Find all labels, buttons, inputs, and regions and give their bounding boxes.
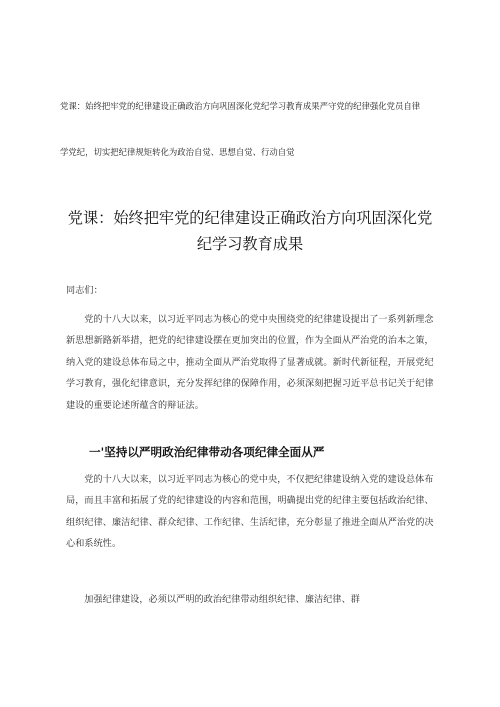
paragraph-2: 党的十八大以来，以习近平同志为核心的党中央，不仅把纪律建设纳入党的建设总体布局，而且丰富和拓展了党的纪律建设的内容和范围，明确提出党的纪律主要包括政治纪律、组织纪律、廉洁纪律、群众纪律、工作纪律、生活纪律，充分彰显了推进全面从严治党的决心和系统性。 xyxy=(66,475,434,550)
title-line-2: 纪学习教育成果 xyxy=(196,235,304,253)
toc-entry-1: 党课：始终把牢党的纪律建设正确政治方向巩固深化党纪学习教育成果严守党的纪律强化党员自律 xyxy=(60,101,421,111)
paragraph-1: 党的十八大以来，以习近平同志为核心的党中央围绕党的纪律建设提出了一系列新理念新思想新路新举措，把党的纪律建设摆在更加突出的位置，作为全面从严治党的治本之策，纳入党的建设总体布局之中，推动全面从严治党取得了显著成就。新时代新征程，开展党纪学习教育，强化纪律意识，充分发挥纪律的保障作用，必须深刻把握习近平总书记关于纪律建设的重要论述所蕴含的辩证法。 xyxy=(66,315,434,411)
toc-entry-2: 学党纪，切实把纪律规矩转化为政治自觉、思想自觉、行动自觉 xyxy=(60,147,295,157)
paragraph-3: 加强纪律建设，必须以严明的政治纪律带动组织纪律、廉洁纪律、群 xyxy=(84,595,361,605)
salutation: 同志们： xyxy=(66,286,103,296)
document-title xyxy=(40,205,460,257)
title-line-1: 党课：始终把牢党的纪律建设正确政治方向巩固深化党 xyxy=(67,209,433,227)
section-heading-1: 一'坚持以严明政治纪律带动各项纪律全面从严 xyxy=(89,445,325,459)
